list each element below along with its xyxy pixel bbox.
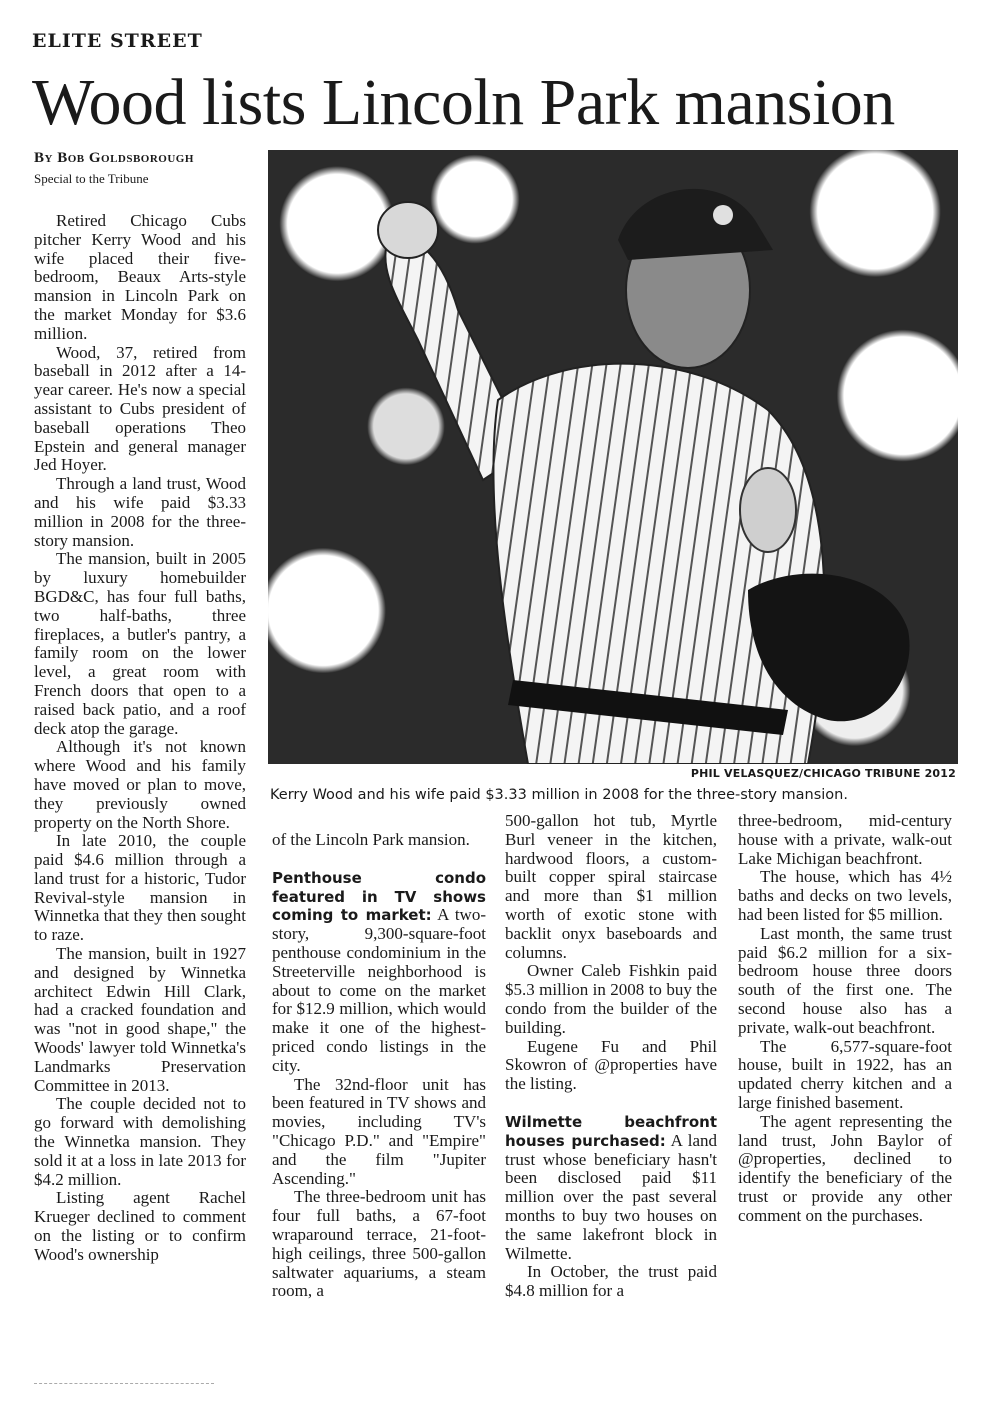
paragraph: The couple decided not to go forward with demolishing the Winnetka mansion. They sold it at a loss in late 2013 for $4.2 million.: [34, 1094, 246, 1189]
paragraph: Retired Chicago Cubs pitcher Kerry Wood and his wife placed their five-bedroom, Beaux Arts-style mansion in Lincoln Park on the market Monday for $3.6 million.: [34, 211, 246, 343]
pitcher-illustration: [268, 150, 958, 764]
paragraph: The three-bedroom unit has four full baths, a 67-foot wraparound terrace, 21-foot-high ceilings, three 500-gallon saltwater aquariums, a steam room, a: [272, 1187, 486, 1301]
paragraph: A two-story, 9,300-square-foot penthouse condominium in the Streeterville neighborhood is about to come on the market for $12.9 million, which would make it one of the highest-priced condo listings in the city.: [272, 905, 486, 1075]
photo-credit: PHIL VELASQUEZ/CHICAGO TRIBUNE 2012: [690, 767, 956, 780]
paragraph: Wood, 37, retired from baseball in 2012 after a 14-year career. He's now a special assistant to Cubs president of baseball operations Theo Epstein and general manager Jed Hoyer.: [34, 342, 246, 475]
paragraph: The mansion, built in 1927 and designed by Winnetka architect Edwin Hill Clark, had a cracked foundation and was "not in good shape," the Woods' lawyer told Winnetka's Landmarks Preservation Committee in 2013.: [34, 944, 246, 1095]
paragraph: The 32nd-floor unit has been featured in TV shows and movies, including TV's "Chicago P.D." and "Empire" and the film "Jupiter Ascending.": [272, 1074, 486, 1188]
article-column-3: [505, 812, 717, 1301]
paragraph: Although it's not known where Wood and his family have moved or plan to move, they previously owned property on the North Shore.: [34, 737, 246, 832]
paragraph: Owner Caleb Fishkin paid $5.3 million in 2008 to buy the condo from the builder of the building.: [505, 961, 717, 1037]
section-kicker: ELITE STREET: [32, 30, 203, 52]
paragraph: three-bedroom, mid-century house with a private, walk-out Lake Michigan beachfront.: [738, 811, 952, 868]
paragraph: In October, the trust paid $4.8 million for a: [505, 1262, 717, 1301]
paragraph: Eugene Fu and Phil Skowron of @properties have the listing.: [505, 1036, 717, 1094]
photo-caption: Kerry Wood and his wife paid $3.33 million in 2008 for the three-story mansion.: [270, 787, 848, 803]
paragraph: In late 2010, the couple paid $4.6 million through a land trust for a historic, Tudor Revival-style mansion in Winnetka that they then sought to raze.: [34, 831, 246, 945]
article-photo: [268, 150, 958, 764]
paragraph: The agent representing the land trust, John Baylor of @properties, declined to identify the beneficiary of the trust or provide any other comment on the purchases.: [738, 1111, 952, 1225]
headline: Wood lists Lincoln Park mansion: [32, 66, 895, 139]
paragraph: Listing agent Rachel Krueger declined to comment on the listing or to confirm Wood's ownership: [34, 1188, 246, 1264]
paragraph: Through a land trust, Wood and his wife paid $3.33 million in 2008 for the three-story mansion.: [34, 474, 246, 550]
byline-author: By Bob Goldsborough: [34, 150, 194, 166]
paragraph: 500-gallon hot tub, Myrtle Burl veneer in the kitchen, hardwood floors, a custom-built copper spiral staircase and more than $1 million worth of exotic stone with backlit onyx baseboards and columns.: [505, 811, 717, 962]
byline-affiliation: Special to the Tribune: [34, 171, 149, 186]
article-column-1: [34, 212, 246, 1265]
paragraph: The house, which has 4½ baths and decks on two levels, had been listed for $5 million.: [738, 867, 952, 924]
paragraph: Last month, the same trust paid $6.2 million for a six-bedroom house three doors south of the first one. The second house also has a private, walk-out beachfront.: [738, 923, 952, 1037]
paragraph: A land trust whose beneficiary hasn't been disclosed paid $11 million over the past several months to buy two houses on the same lakefront block in Wilmette.: [505, 1130, 718, 1263]
subhead-penthouse: Penthouse condo featured in TV shows coming to market:: [272, 868, 486, 925]
subhead-wilmette: Wilmette beachfront houses purchased:: [505, 1112, 717, 1150]
paragraph: The 6,577-square-foot house, built in 1922, has an updated cherry kitchen and a large finished basement.: [738, 1036, 952, 1112]
paragraph: of the Lincoln Park mansion.: [272, 830, 470, 849]
article-column-4: [738, 812, 952, 1226]
footer-rule: [34, 1383, 214, 1385]
paragraph: The mansion, built in 2005 by luxury homebuilder BGD&C, has four full baths, two half-baths, three fireplaces, a butler's pantry, a family room on the lower level, a great room with French doors that open to a raised back patio, and a roof deck atop the garage.: [34, 549, 246, 738]
article-column-2: [272, 831, 486, 1301]
